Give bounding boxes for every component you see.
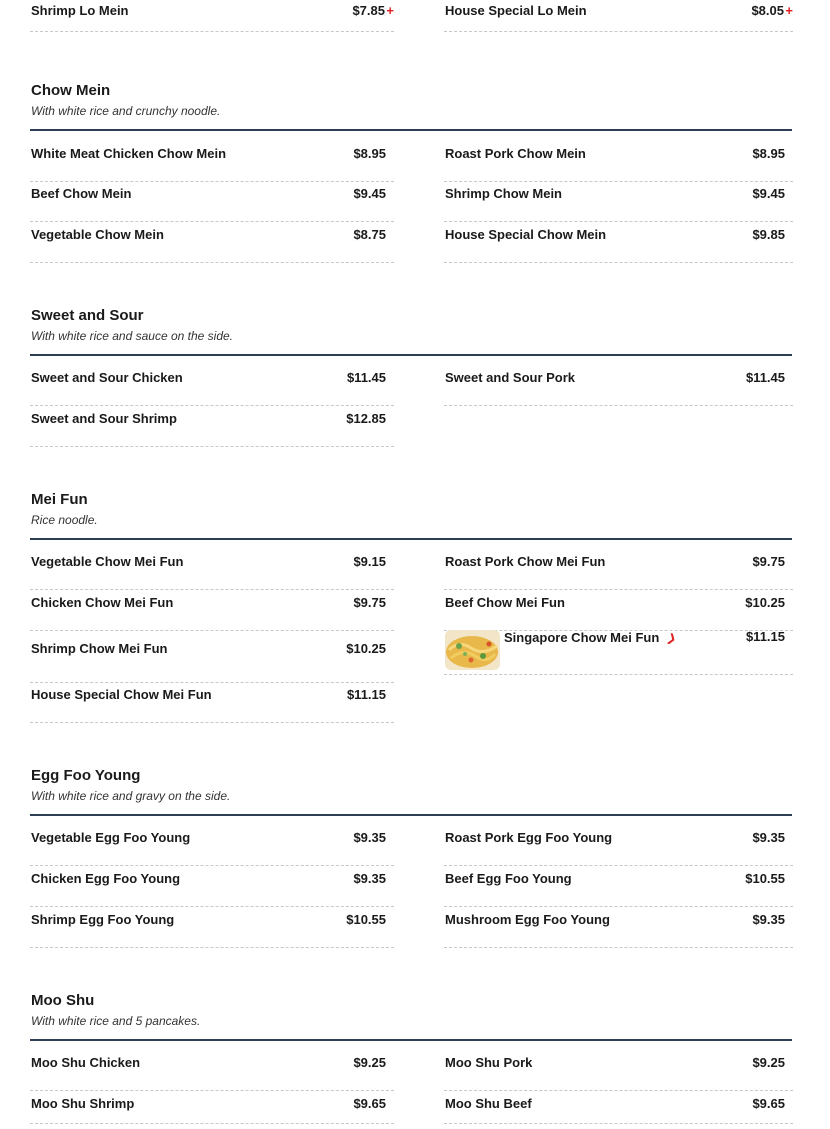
menu-item[interactable]	[30, 908, 394, 948]
item-name: Chicken Chow Mei Fun	[31, 595, 174, 610]
item-name: House Special Lo Mein	[445, 3, 587, 18]
item-price: $9.75	[353, 595, 386, 610]
section-divider	[30, 538, 792, 540]
item-name: Roast Pork Chow Mein	[445, 146, 586, 161]
item-price: $9.45	[353, 186, 386, 201]
item-name: Chicken Egg Foo Young	[31, 871, 181, 886]
item-name: Vegetable Egg Foo Young	[31, 830, 191, 845]
item-name: Beef Chow Mei Fun	[445, 595, 565, 610]
item-price: $8.05	[751, 3, 784, 18]
menu-item[interactable]	[30, 867, 394, 907]
item-price: $9.65	[353, 1096, 386, 1111]
section-description: With white rice and sauce on the side.	[31, 329, 234, 343]
menu-item[interactable]	[30, 591, 394, 631]
item-price: $9.35	[752, 912, 785, 927]
menu-item[interactable]	[30, 223, 394, 263]
section-title: Sweet and Sour	[31, 307, 144, 324]
section-title: Moo Shu	[31, 992, 95, 1009]
menu-item[interactable]	[30, 826, 394, 866]
item-price: $9.35	[353, 830, 386, 845]
section-description: Rice noodle.	[31, 513, 98, 527]
menu-item[interactable]	[444, 624, 793, 675]
item-price: $9.75	[752, 554, 785, 569]
item-name: Sweet and Sour Pork	[445, 370, 576, 385]
section-divider	[30, 1039, 792, 1041]
item-name: Vegetable Chow Mei Fun	[31, 554, 184, 569]
menu-item[interactable]	[444, 550, 793, 590]
menu-item[interactable]	[30, 0, 394, 32]
menu-item[interactable]	[444, 0, 793, 32]
item-price: $8.95	[353, 146, 386, 161]
item-name: House Special Chow Mei Fun	[31, 687, 212, 702]
menu-item[interactable]	[30, 407, 394, 447]
item-price: $9.85	[752, 227, 785, 242]
item-name: Moo Shu Pork	[445, 1055, 533, 1070]
item-price: $9.25	[752, 1055, 785, 1070]
section-description: With white rice and 5 pancakes.	[31, 1014, 201, 1028]
item-name: Moo Shu Shrimp	[31, 1096, 135, 1111]
menu-item[interactable]	[444, 867, 793, 907]
item-price: $7.85	[352, 3, 385, 18]
section-description: With white rice and gravy on the side.	[31, 789, 231, 803]
item-name: Moo Shu Chicken	[31, 1055, 141, 1070]
item-name: Mushroom Egg Foo Young	[445, 912, 610, 927]
add-item-button[interactable]: +	[386, 3, 394, 18]
item-name: Beef Egg Foo Young	[445, 871, 572, 886]
item-name: Shrimp Chow Mei Fun	[31, 641, 168, 656]
item-price: $10.55	[745, 871, 785, 886]
item-name: Beef Chow Mein	[31, 186, 132, 201]
item-price: $9.65	[752, 1096, 785, 1111]
item-price: $11.45	[745, 370, 785, 385]
section-title: Egg Foo Young	[31, 767, 141, 784]
menu-item[interactable]	[444, 182, 793, 222]
menu-item[interactable]	[444, 142, 793, 182]
item-price: $10.25	[346, 641, 386, 656]
item-name: Roast Pork Egg Foo Young	[445, 830, 613, 845]
item-name: Shrimp Lo Mein	[31, 3, 129, 18]
section-description: With white rice and crunchy noodle.	[31, 104, 221, 118]
item-name: Sweet and Sour Chicken	[31, 370, 183, 385]
menu-item[interactable]	[444, 223, 793, 263]
item-price: $10.55	[346, 912, 386, 927]
section-divider	[30, 129, 792, 131]
item-price: $9.35	[752, 830, 785, 845]
item-price: $9.35	[353, 871, 386, 886]
item-price: $11.15	[346, 687, 386, 702]
menu-item[interactable]	[444, 1091, 793, 1124]
item-price: $8.95	[752, 146, 785, 161]
item-price: $9.45	[752, 186, 785, 201]
item-name: Shrimp Chow Mein	[445, 186, 562, 201]
item-name: Singapore Chow Mei Fun ❯	[504, 628, 677, 649]
item-name: House Special Chow Mein	[445, 227, 607, 242]
menu-item[interactable]	[30, 366, 394, 406]
menu-item[interactable]	[30, 632, 394, 683]
chili-pepper-icon: ❯	[665, 631, 679, 647]
item-price: $9.15	[353, 554, 386, 569]
item-name: White Meat Chicken Chow Mein	[31, 146, 227, 161]
menu-item[interactable]	[30, 1091, 394, 1124]
item-price: $8.75	[353, 227, 386, 242]
menu-item[interactable]	[444, 826, 793, 866]
item-name: Vegetable Chow Mein	[31, 227, 164, 242]
section-title: Chow Mein	[31, 82, 111, 99]
menu-item[interactable]	[444, 366, 793, 406]
menu-item[interactable]	[30, 142, 394, 182]
menu-item[interactable]	[30, 1051, 394, 1091]
menu-item[interactable]	[444, 908, 793, 948]
section-divider	[30, 814, 792, 816]
section-divider	[30, 354, 792, 356]
section-title: Mei Fun	[31, 491, 88, 508]
item-name: Shrimp Egg Foo Young	[31, 912, 175, 927]
item-price: $9.25	[353, 1055, 386, 1070]
menu-item[interactable]	[30, 683, 394, 723]
add-item-button[interactable]: +	[785, 3, 793, 18]
item-price: $12.85	[346, 411, 386, 426]
menu-item[interactable]	[30, 550, 394, 590]
item-name: Moo Shu Beef	[445, 1096, 532, 1111]
item-price: $10.25	[745, 595, 785, 610]
menu-item[interactable]	[444, 1051, 793, 1091]
item-name: Roast Pork Chow Mei Fun	[445, 554, 606, 569]
item-price: $11.15	[745, 629, 785, 644]
item-name: Sweet and Sour Shrimp	[31, 411, 177, 426]
item-price: $11.45	[346, 370, 386, 385]
dish-photo[interactable]	[445, 630, 500, 670]
menu-item[interactable]	[30, 182, 394, 222]
